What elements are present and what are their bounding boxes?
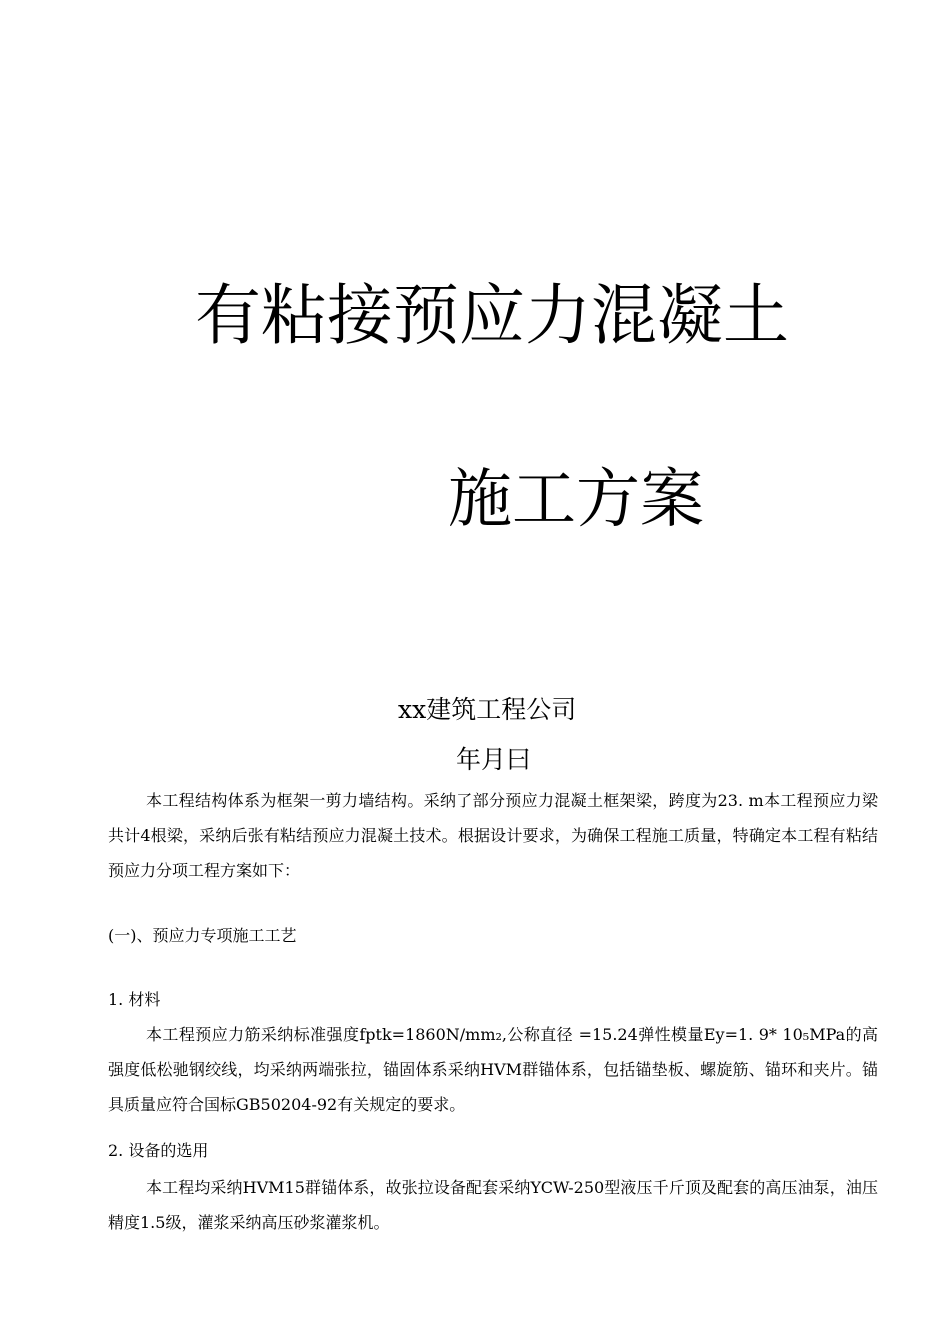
cover-title-line2: 施工方案 <box>448 463 704 537</box>
intro-paragraph: 本工程结构体系为框架一剪力墙结构。采纳了部分预应力混凝土框架梁，跨度为23. m本工程预应力梁共计4根梁，采纳后张有粘结预应力混凝土技术。根据设计要求，为确保工程施工质量，特确定本工程有粘结预应力分项工程方案如下： <box>108 791 878 880</box>
company-name: xx建筑工程公司 <box>398 695 577 724</box>
materials-paragraph: 本工程预应力筋采纳标准强度fptk=1860N/mm₂,公称直径 =15.24弹性模量Ey=1. 9* 10₅MPa的高强度低松驰钢绞线，均采纳两端张拉，锚固体系采纳HVM群锚体系，包括锚垫板、螺旋筋、锚环和夹片。锚具质量应符合国标GB50204-92有关规定的要求。 <box>108 1025 878 1114</box>
section-heading: (一)、预应力专项施工工艺 <box>108 926 297 945</box>
equipment-heading: 2. 设备的选用 <box>108 1141 209 1160</box>
document-date: 年月曰 <box>456 745 532 774</box>
cover-title-line1: 有粘接预应力混凝土 <box>195 277 789 354</box>
materials-heading: 1. 材料 <box>108 990 161 1009</box>
equipment-paragraph: 本工程均采纳HVM15群锚体系，故张拉设备配套采纳YCW-250型液压千斤顶及配套的高压油泵，油压精度1.5级，灌浆采纳高压砂浆灌浆机。 <box>108 1178 878 1232</box>
